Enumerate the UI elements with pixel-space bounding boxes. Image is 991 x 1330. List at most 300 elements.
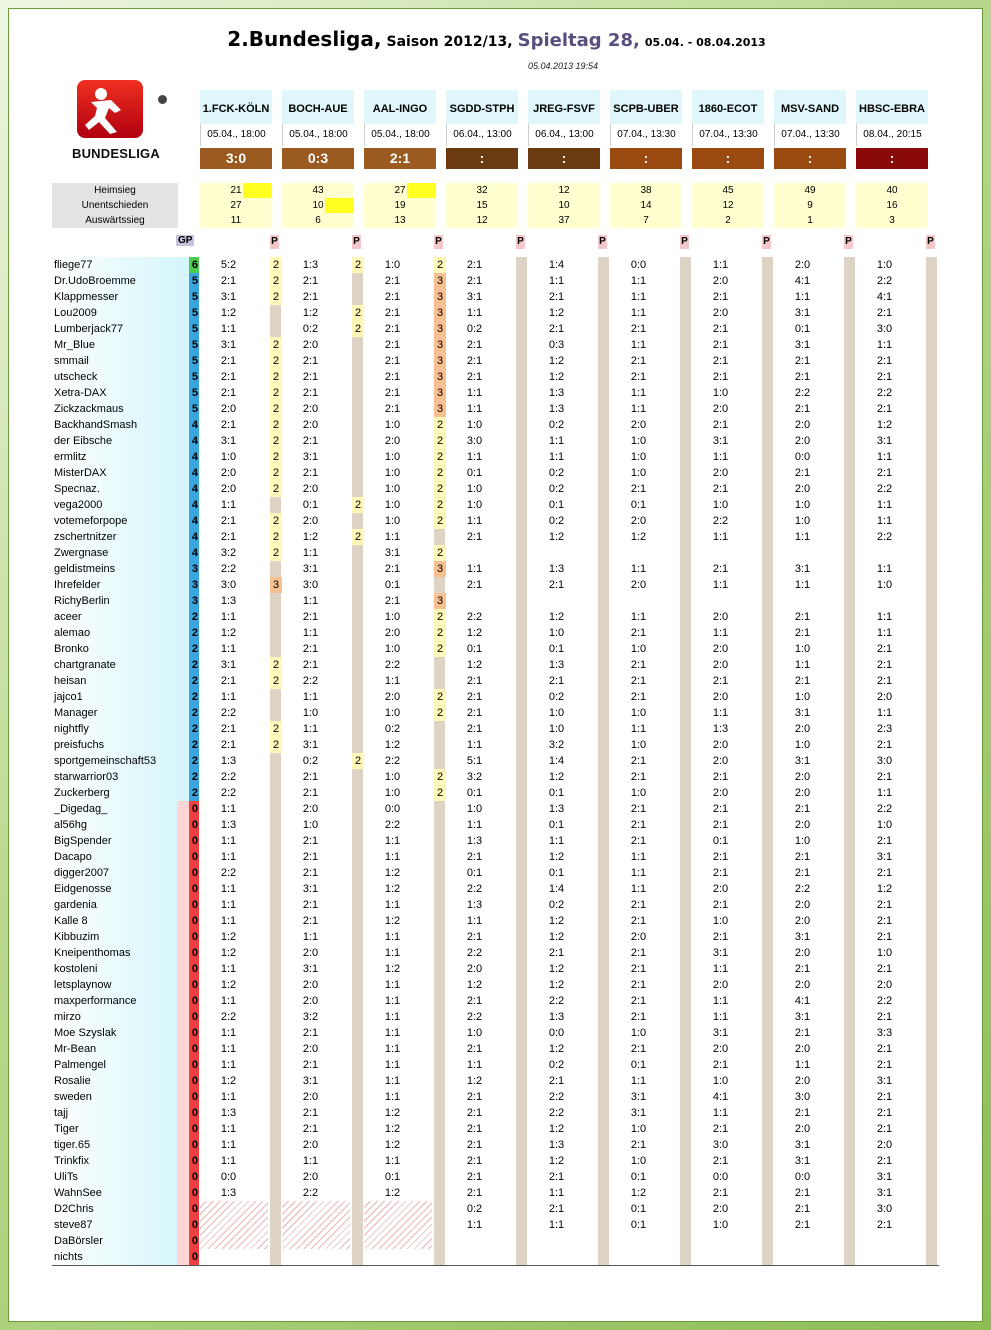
tip-cell: 1:0 (630, 707, 647, 719)
tip-cell: 2:1 (712, 675, 729, 687)
player-points: 0 (177, 833, 199, 849)
tip-cell: 1:1 (220, 611, 237, 623)
table-row (52, 737, 939, 753)
tip-cell: 2:0 (302, 515, 319, 527)
tip-points: 2 (270, 481, 282, 497)
player-points: 2 (177, 769, 199, 785)
tip-points (270, 913, 282, 929)
tip-points: 2 (352, 529, 364, 545)
tip-cell: 1:0 (302, 707, 319, 719)
tip-cell: 1:1 (220, 883, 237, 895)
tip-cell: 1:1 (220, 1123, 237, 1135)
tip-cell: 2:1 (712, 851, 729, 863)
player-name: letsplaynow (52, 977, 177, 993)
tip-cell: 2:1 (466, 275, 483, 287)
tip-cell: 2:2 (220, 787, 237, 799)
table-row (52, 849, 939, 865)
title-league: 2.Bundesliga, (227, 27, 382, 51)
tip-cell: 1:0 (712, 915, 729, 927)
missing-tip-area (200, 1201, 268, 1249)
player-name: Ihrefelder (52, 577, 177, 593)
tip-points (352, 289, 364, 305)
tip-cell: 4:1 (712, 1091, 729, 1103)
tip-cell: 2:0 (712, 467, 729, 479)
tip-points (352, 945, 364, 961)
tip-points (352, 721, 364, 737)
tip-cell: 2:0 (876, 1139, 893, 1151)
tip-cell: 1:1 (466, 915, 483, 927)
missing-tip-area (282, 1201, 350, 1249)
tip-points (352, 1025, 364, 1041)
tip-cell: 1:2 (384, 1187, 401, 1199)
points-header: P (271, 236, 278, 247)
tip-cell: 1:2 (220, 947, 237, 959)
tip-cell: 1:1 (384, 1155, 401, 1167)
tip-points (352, 1185, 364, 1201)
tip-cell: 1:2 (466, 1075, 483, 1087)
tip-points: 2 (270, 545, 282, 561)
player-name: D2Chris (52, 1201, 177, 1217)
prediction-stats (856, 183, 928, 228)
table-row (52, 321, 939, 337)
tip-cell: 2:1 (630, 899, 647, 911)
tip-points (352, 1137, 364, 1153)
tip-points: 2 (434, 769, 446, 785)
tip-cell: 2:1 (794, 1027, 811, 1039)
tip-points: 2 (270, 369, 282, 385)
tip-cell: 1:1 (220, 1043, 237, 1055)
player-name: mirzo (52, 1009, 177, 1025)
tip-cell: 2:0 (712, 883, 729, 895)
tip-cell: 2:1 (466, 675, 483, 687)
table-row (52, 369, 939, 385)
table-row (52, 337, 939, 353)
tip-cell: 1:1 (630, 291, 647, 303)
tip-points: 2 (270, 721, 282, 737)
bundesliga-logo (72, 80, 172, 166)
match-date: 06.04., 13:00 (446, 124, 518, 146)
tip-cell: 1:0 (876, 579, 893, 591)
tip-cell: 2:1 (302, 851, 319, 863)
tip-cell (610, 545, 667, 561)
tip-cell: 1:1 (220, 1139, 237, 1151)
tip-cell: 1:1 (384, 1043, 401, 1055)
tip-points (270, 1121, 282, 1137)
player-points: 0 (177, 945, 199, 961)
tip-cell: 2:1 (876, 931, 893, 943)
tip-cell: 0:0 (548, 1027, 565, 1039)
tip-cell: 3:0 (220, 579, 237, 591)
tip-cell: 2:1 (630, 803, 647, 815)
player-name: Rosalie (52, 1073, 177, 1089)
tip-points (270, 561, 282, 577)
tip-cell: 1:2 (384, 1123, 401, 1135)
tip-cell: 1:1 (794, 659, 811, 671)
tip-cell: 3:1 (794, 931, 811, 943)
tip-points: 2 (434, 433, 446, 449)
tip-cell: 2:1 (876, 1155, 893, 1167)
points-header: P (927, 236, 934, 247)
tip-cell: 2:1 (384, 595, 401, 607)
tip-cell: 2:0 (794, 947, 811, 959)
tip-cell: 2:1 (876, 1107, 893, 1119)
tip-cell: 1:2 (630, 531, 647, 543)
tip-cell: 1:1 (220, 963, 237, 975)
tip-cell: 2:0 (302, 947, 319, 959)
tip-cell: 0:2 (466, 323, 483, 335)
tip-cell: 2:1 (876, 643, 893, 655)
tip-cell: 1:0 (876, 947, 893, 959)
tip-cell: 1:0 (794, 835, 811, 847)
tip-cell: 2:1 (794, 803, 811, 815)
table-row (52, 865, 939, 881)
tip-cell: 2:1 (384, 275, 401, 287)
tip-cell: 1:1 (630, 1075, 647, 1087)
tip-cell (856, 1233, 913, 1249)
tip-points (270, 753, 282, 769)
tip-cell: 2:1 (466, 995, 483, 1007)
player-name: Tiger (52, 1121, 177, 1137)
table-row (52, 721, 939, 737)
tip-cell: 2:2 (466, 883, 483, 895)
tip-cell: 0:0 (630, 259, 647, 271)
player-points: 0 (177, 881, 199, 897)
prediction-stat-value: 37 (558, 215, 570, 226)
tip-cell: 2:1 (220, 355, 237, 367)
prediction-stat-value: 13 (394, 215, 406, 226)
player-name: utscheck (52, 369, 177, 385)
tip-cell: 2:1 (630, 691, 647, 703)
tip-points (434, 1025, 446, 1041)
tip-cell: 1:1 (630, 851, 647, 863)
tip-points (434, 1073, 446, 1089)
tip-cell: 1:3 (548, 563, 565, 575)
tip-cell: 1:1 (712, 627, 729, 639)
tip-cell: 1:1 (630, 339, 647, 351)
tip-cell: 2:1 (548, 947, 565, 959)
tip-cell: 2:0 (794, 979, 811, 991)
player-name: Trinkfix (52, 1153, 177, 1169)
tip-cell: 2:1 (466, 1091, 483, 1103)
tip-cell: 1:2 (220, 931, 237, 943)
tip-cell: 2:0 (876, 979, 893, 991)
table-row (52, 753, 939, 769)
points-header: P (763, 236, 770, 247)
table-row (52, 449, 939, 465)
tip-cell: 1:0 (712, 1075, 729, 1087)
tip-points: 3 (434, 385, 446, 401)
tip-cell: 2:0 (794, 435, 811, 447)
tip-cell: 3:0 (794, 1091, 811, 1103)
tip-points (434, 1233, 446, 1249)
tip-cell: 2:1 (712, 323, 729, 335)
tip-cell: 1:1 (466, 515, 483, 527)
tip-cell: 2:1 (384, 339, 401, 351)
player-name: Dr.UdoBroemme (52, 273, 177, 289)
tip-cell: 5:2 (220, 259, 237, 271)
tip-points: 2 (270, 401, 282, 417)
tip-cell: 3:1 (876, 1075, 893, 1087)
player-points: 0 (177, 897, 199, 913)
tip-cell: 1:2 (220, 979, 237, 991)
tip-points (270, 785, 282, 801)
tip-points (270, 1137, 282, 1153)
tip-cell: 2:1 (630, 323, 647, 335)
player-name: Kalle 8 (52, 913, 177, 929)
prediction-stat-value: 38 (640, 185, 652, 196)
player-points: 3 (177, 577, 199, 593)
tip-cell: 0:0 (794, 451, 811, 463)
tip-points: 2 (434, 481, 446, 497)
tip-cell: 2:1 (302, 915, 319, 927)
tip-cell: 2:2 (876, 803, 893, 815)
tip-points (434, 1105, 446, 1121)
player-points: 5 (177, 385, 199, 401)
tip-cell: 3:1 (302, 963, 319, 975)
tip-cell: 4:1 (876, 291, 893, 303)
tip-cell: 3:1 (220, 435, 237, 447)
tip-cell: 1:1 (384, 1027, 401, 1039)
tip-cell: 1:0 (384, 483, 401, 495)
tip-cell: 2:1 (794, 627, 811, 639)
tip-cell: 5:1 (466, 755, 483, 767)
tip-points (352, 1233, 364, 1249)
tip-points (434, 1185, 446, 1201)
prediction-stat-value: 14 (640, 200, 652, 211)
tip-cell: 1:1 (876, 707, 893, 719)
tip-cell: 1:1 (466, 307, 483, 319)
tip-cell: 2:0 (302, 1043, 319, 1055)
tip-cell: 2:1 (876, 355, 893, 367)
tip-cell: 2:1 (794, 1187, 811, 1199)
player-points: 0 (177, 1057, 199, 1073)
tip-cell: 0:0 (220, 1171, 237, 1183)
tip-points: 2 (434, 641, 446, 657)
match-name: BOCH-AUE (282, 90, 354, 124)
tip-cell: 1:1 (220, 899, 237, 911)
tip-points (434, 1057, 446, 1073)
match-result: : (528, 148, 600, 169)
tip-points (434, 977, 446, 993)
table-row (52, 993, 939, 1009)
tip-points (434, 1137, 446, 1153)
tip-cell: 2:1 (220, 275, 237, 287)
tip-cell: 3:1 (302, 451, 319, 463)
tip-points: 2 (270, 465, 282, 481)
tip-cell: 1:1 (712, 451, 729, 463)
tip-points (352, 913, 364, 929)
tip-cell: 2:1 (876, 1059, 893, 1071)
tip-cell: 2:0 (302, 1139, 319, 1151)
tip-points (352, 465, 364, 481)
tip-cell: 3:1 (630, 1091, 647, 1103)
player-name: preisfuchs (52, 737, 177, 753)
tip-points (352, 1169, 364, 1185)
tip-cell: 2:1 (876, 771, 893, 783)
tip-points (434, 881, 446, 897)
tip-points (270, 1249, 282, 1265)
tip-cell: 2:1 (302, 1027, 319, 1039)
player-points: 0 (177, 1185, 199, 1201)
tip-cell: 3:1 (302, 739, 319, 751)
prediction-stat-value: 19 (394, 200, 406, 211)
player-name: _Digedag_ (52, 801, 177, 817)
tip-points (270, 817, 282, 833)
tip-cell: 2:1 (712, 339, 729, 351)
player-name: digger2007 (52, 865, 177, 881)
table-row (52, 817, 939, 833)
tip-cell: 0:3 (548, 339, 565, 351)
tip-cell: 1:2 (384, 915, 401, 927)
points-header: P (517, 236, 524, 247)
tip-points (352, 929, 364, 945)
tip-cell: 2:1 (548, 579, 565, 591)
tip-points: 3 (434, 353, 446, 369)
tip-cell: 1:2 (630, 1187, 647, 1199)
tip-cell: 2:0 (302, 1091, 319, 1103)
player-name: Kneipenthomas (52, 945, 177, 961)
tip-cell (446, 545, 503, 561)
tip-cell: 1:1 (794, 291, 811, 303)
table-row (52, 1057, 939, 1073)
player-points: 2 (177, 689, 199, 705)
player-points: 2 (177, 657, 199, 673)
player-name: tajj (52, 1105, 177, 1121)
tip-cell: 3:1 (794, 339, 811, 351)
tip-points (352, 449, 364, 465)
tip-cell: 0:1 (466, 867, 483, 879)
tip-cell: 0:2 (548, 467, 565, 479)
player-points: 0 (177, 1009, 199, 1025)
tip-cell: 0:1 (548, 819, 565, 831)
tip-points: 2 (434, 705, 446, 721)
tip-cell: 1:1 (384, 1075, 401, 1087)
tip-cell: 2:3 (876, 723, 893, 735)
tip-cell: 3:1 (794, 1139, 811, 1151)
tip-cell: 2:1 (302, 275, 319, 287)
tip-cell: 2:1 (548, 1171, 565, 1183)
tip-cell: 1:1 (466, 403, 483, 415)
player-name: RichyBerlin (52, 593, 177, 609)
prediction-stat-value: 21 (200, 183, 272, 198)
tip-cell: 1:3 (548, 387, 565, 399)
player-name: kostoleni (52, 961, 177, 977)
tip-cell: 2:0 (712, 787, 729, 799)
player-name: aceer (52, 609, 177, 625)
tip-cell: 2:2 (876, 531, 893, 543)
tip-points (270, 1217, 282, 1233)
tip-cell: 2:1 (630, 755, 647, 767)
tip-points (270, 801, 282, 817)
tip-cell: 2:1 (466, 531, 483, 543)
table-row (52, 977, 939, 993)
tip-cell: 2:1 (712, 1123, 729, 1135)
tip-cell: 2:1 (630, 771, 647, 783)
prediction-stats (610, 183, 682, 228)
tip-points (270, 993, 282, 1009)
tip-cell: 2:2 (876, 275, 893, 287)
tip-points (352, 1041, 364, 1057)
match-date: 07.04., 13:30 (692, 124, 764, 146)
match-result: 2:1 (364, 148, 436, 169)
label-auswaertssieg: Auswärtssieg (52, 213, 178, 228)
player-points: 4 (177, 465, 199, 481)
tip-cell: 1:0 (630, 1155, 647, 1167)
tip-cell: 2:1 (794, 867, 811, 879)
tip-cell: 1:1 (384, 931, 401, 943)
tip-cell: 0:2 (384, 723, 401, 735)
tip-cell: 2:1 (548, 1075, 565, 1087)
tip-cell (528, 1233, 585, 1249)
tip-cell: 1:3 (548, 403, 565, 415)
player-points: 4 (177, 433, 199, 449)
tip-cell: 2:1 (794, 675, 811, 687)
match-header (774, 90, 846, 169)
player-name: gardenia (52, 897, 177, 913)
player-points: 5 (177, 353, 199, 369)
player-points: 2 (177, 609, 199, 625)
tip-cell: 0:2 (548, 899, 565, 911)
tip-cell: 1:2 (548, 931, 565, 943)
player-points: 0 (177, 1201, 199, 1217)
table-row (52, 1217, 939, 1233)
tip-points: 2 (434, 513, 446, 529)
tip-cell: 2:1 (466, 1171, 483, 1183)
tip-points: 2 (434, 465, 446, 481)
tip-cell: 2:1 (630, 355, 647, 367)
tip-points (434, 1249, 446, 1265)
tip-points (352, 689, 364, 705)
tip-points (352, 1009, 364, 1025)
tip-cell: 2:2 (466, 1011, 483, 1023)
points-header: P (435, 236, 442, 247)
tip-cell: 0:2 (548, 691, 565, 703)
tip-cell: 2:1 (302, 611, 319, 623)
tip-cell: 1:1 (220, 1059, 237, 1071)
table-row (52, 769, 939, 785)
tip-cell: 2:0 (794, 899, 811, 911)
logo-mark-icon (77, 80, 143, 138)
tip-cell (528, 1249, 585, 1265)
tip-cell: 1:0 (384, 419, 401, 431)
table-row (52, 929, 939, 945)
tip-cell: 2:1 (220, 675, 237, 687)
table-row (52, 609, 939, 625)
tip-cell: 1:1 (712, 531, 729, 543)
player-name: BackhandSmash (52, 417, 177, 433)
tip-cell: 0:1 (630, 1219, 647, 1231)
points-header: P (845, 236, 852, 247)
tip-cell: 2:1 (302, 899, 319, 911)
points-header: P (599, 236, 606, 247)
tip-points (270, 593, 282, 609)
table-row (52, 385, 939, 401)
tip-cell: 1:1 (220, 643, 237, 655)
tip-cell: 1:2 (548, 307, 565, 319)
tip-cell: 2:1 (466, 1123, 483, 1135)
tip-cell: 2:2 (220, 707, 237, 719)
table-row (52, 785, 939, 801)
player-points: 0 (177, 1089, 199, 1105)
tip-cell: 1:2 (466, 659, 483, 671)
tip-cell: 2:0 (794, 259, 811, 271)
player-points: 4 (177, 449, 199, 465)
tip-cell: 1:2 (548, 531, 565, 543)
tip-cell: 2:1 (220, 723, 237, 735)
tip-cell: 1:1 (220, 1091, 237, 1103)
tip-points (434, 1121, 446, 1137)
tip-cell: 3:0 (712, 1139, 729, 1151)
